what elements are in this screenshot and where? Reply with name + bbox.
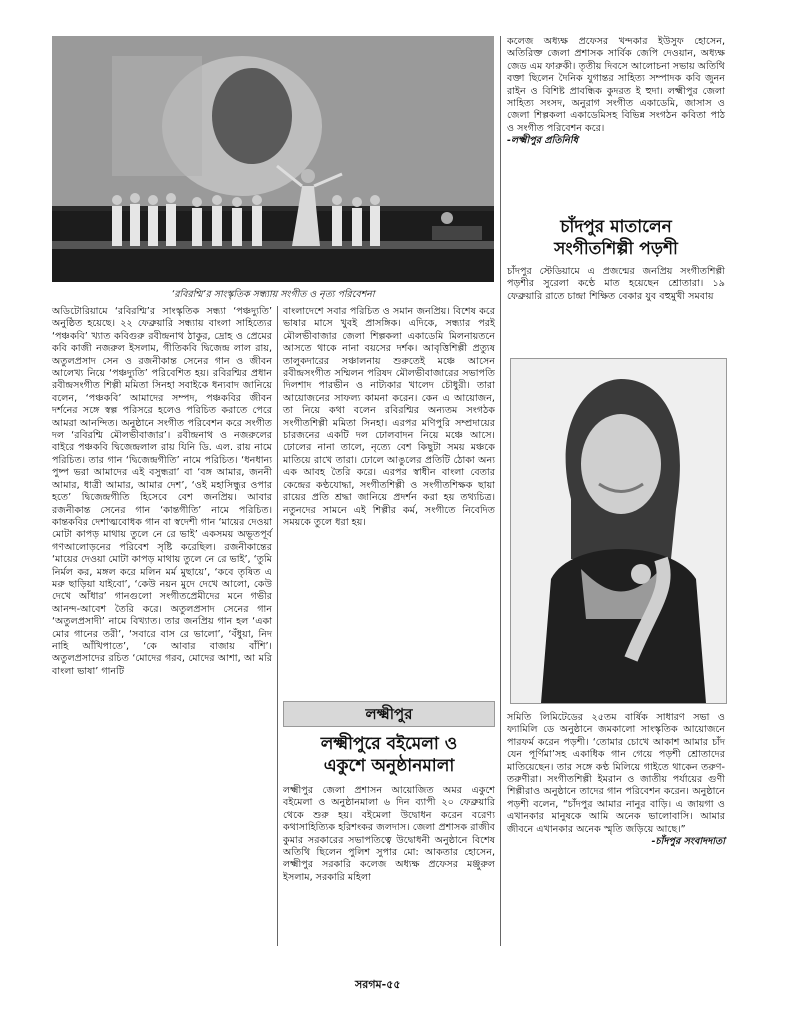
byline-lakshmipur: -লক্ষ্মীপুর প্রতিনিধি <box>507 135 579 147</box>
column-right-text-2 <box>507 266 725 330</box>
headline-chandpur <box>507 216 725 260</box>
article-paragraph: কলেজ অধ্যক্ষ প্রফেসর খন্দকার ইউসুফ হোসেন, অতিরিক্ত জেলা প্রশাসক সার্বিক জেপি দেওয়ান, অধ্যক্ষ জেড এম ফারুকী। তৃতীয় দিবসে আলোচনা সভায় অতিথি বক্তা ছিলেন দৈনিক যুগান্তর সাহিত্য সম্পাদক কবি জুনন রাইন ও বিশিষ্ট প্রাবন্ধিক কুদরত ই হুদা। লক্ষ্মীপুর জেলা সাহিত্য সংসদ, অনুরাগ সংগীত একাডেমি, জাসাস ও জেলা শিল্পকলা একাডেমিসহ বিভিন্ন সংগঠন কবিতা পাঠ ও সংগীত পরিবেশন করে। <box>507 36 725 134</box>
headline-line: লক্ষ্মীপুরে বইমেলা ও <box>320 734 458 754</box>
column-middle-text <box>283 306 495 686</box>
headline-line: একুশে অনুষ্ঠানমালা <box>323 756 455 776</box>
portrait-illustration <box>511 359 726 703</box>
headline-line: সংগীতশিল্পী পড়শী <box>554 239 678 259</box>
section-label-lakshmipur: লক্ষ্মীপুর <box>283 701 495 727</box>
article-paragraph: অডিটোরিয়ামে ‘রবিরশ্মি’র সাংস্কৃতিক সন্ধ্যা ‘পঞ্চদ্যুতি’ অনুষ্ঠিত হয়েছে। ২২ ফেব্রুয়ারি সন্ধ্যায় বাংলা সাহিত্যের ‘পঞ্চকবি’ খ্যাত কবিগুরু রবীন্দ্রনাথ ঠাকুর, দ্রোহ ও প্রেমের কবি কাজী নজরুল ইসলাম, গীতিকবি দ্বিজেন্দ্র লাল রায়, অতুলপ্রসাদ সেন ও রজনীকান্ত সেনের গান ও জীবন আলেখ্য নিয়ে ‘পঞ্চদ্যুতি’ পরিবেশিত হয়। রবিরশ্মির প্রধান রবীন্দ্রসংগীত শিল্পী মমিতা সিনহা সবাইকে ধন্যবাদ জানিয়ে বলেন, ‘পঞ্চকবি’ আমাদের সম্পদ, পঞ্চকবির জীবন দর্শনের সঙ্গে স্বল্প পরিসরে হলেও পরিচিত করাতে পেরে আমরা আনন্দিত। অনুষ্ঠানে সংগীত পরিবেশন করে সংগীত দল ‘রবিরশ্মি মৌলভীবাজার’। রবীন্দ্রনাথ ও নজরুলের বাইরে পঞ্চকবি দ্বিজেন্দ্রলাল রায় যিনি ডি. এল. রায় নামে পরিচিত। তার গান ‘দ্বিজেন্দ্রগীতি’ নামে পরিচিত। ‘ধনধান্য পুষ্প ভরা আমাদের এই বসুন্ধরা’ বা ‘বঙ্গ আমার, জননী আমার, ধাত্রী আমার, আমার দেশ’, ‘ওই মহাসিন্ধুর ওপার হতে’ দ্বিজেন্দ্রগীতি হিসেবে বেশ জনপ্রিয়। আবার রজনীকান্ত সেনের গান ‘কান্তগীতি’ নামে পরিচিত। কান্তকবির দেশাত্মবোধক গান বা স্বদেশী গান ‘মায়ের দেওয়া মোটা কাপড় মাথায় তুলে নে রে ভাই’ একসময় অভূতপূর্ব গণআলোড়নের পরিবেশ সৃষ্টি করেছিল। রজনীকান্তের ‘মায়ের দেওয়া মোটা কাপড় মাথায় তুলে নে রে ভাই’, ‘তুমি নির্মল কর, মঙ্গল করে মলিন মর্ম মুছায়ে’, ‘কবে তৃষিত এ মরু ছাড়িয়া যাইবো’, ‘কেউ নয়ন মুদে দেখে আলো, কেউ দেখে আঁধার’ গানগুলো সংগীতপ্রেমীদের মনে গভীর আনন্দ-আবেশ তৈরি করে। অতুলপ্রসাদ সেনের গান ‘অতুলপ্রসাদী’ নামে বিখ্যাত। তার জনপ্রিয় গান হল ‘একা মোর গানের তরী’, ‘সবারে বাস রে ভালো’, ‘বঁধুয়া, নিদ নাহি আঁখিপাতে’, ‘কে আবার বাজায় বাঁশি’। অতুলপ্রসাদের রচিত ‘মোদের গরব, মোদের আশা, আ মরি বাংলা ভাষা’ গানটি <box>52 306 272 677</box>
byline-chandpur: -চাঁদপুর সংবাদদাতা <box>651 836 725 848</box>
column-right-text-1 <box>507 36 725 198</box>
page-number: সরগম-৫৫ <box>355 978 401 991</box>
article-paragraph: চাঁদপুর স্টেডিয়ামে এ প্রজন্মের জনপ্রিয় সংগীতশিল্পী পড়শীর সুরেলা কণ্ঠে মাত হয়েছেন শ্রোতারা। ১৯ ফেব্রুয়ারি রাতে চান্দ্রা শিক্ষিত বেকার যুব বহুমুখী সমবায় <box>507 266 725 302</box>
singer-portrait-photo <box>510 358 727 704</box>
column-divider <box>277 306 278 946</box>
column-right-text-3 <box>507 712 725 942</box>
column-divider <box>500 36 501 946</box>
article-paragraph: লক্ষ্মীপুর জেলা প্রশাসন আয়োজিত অমর একুশে বইমেলা ও অনুষ্ঠানমালা ৬ দিন ব্যাপী ২০ ফেব্রুয়ারি থেকে শুরু হয়। বইমেলা উদ্বোধন করেন বরেণ্য কথাসাহিত্যিক হরিশংকর জলদাস। জেলা প্রশাসক রাজীব কুমার সরকারের সভাপতিত্বে উদ্বোধনী অনুষ্ঠানে বিশেষ অতিথি ছিলেন পুলিশ সুপার মো: আকতার হোসেন, লক্ষ্মীপুর সরকারি কলেজ অধ্যক্ষ প্রফেসর মঞ্জুরুল ইসলাম, সরকারি মহিলা <box>283 785 495 883</box>
stage-photo-illustration <box>52 36 494 282</box>
article-paragraph: সমিতি লিমিটেডের ২৫তম বার্ষিক সাধারণ সভা ও ফ্যামিলি ডে অনুষ্ঠানে জমকালো সাংস্কৃতিক আয়োজনে পারফর্ম করেন পড়শী। ‘তোমার চোখে আকাশ আমার চাঁদ যেন পূর্ণিমা’সহ একাধিক গান গেয়ে পড়শী শ্রোতাদের মাতিয়েছেন। তার সঙ্গে কণ্ঠ মিলিয়ে গাইতে থাকেন তরুণ-তরুণীরা। সংগীতশিল্পী ইমরান ও জাতীয় পর্যায়ের গুণী শিল্পীরাও অনুষ্ঠানে তাদের গান পরিবেশন করেন। অনুষ্ঠানে পড়শী বলেন, “চাঁদপুর আমার নানুর বাড়ি। এ জায়গা ও এখানকার মানুষকে আমি অনেক ভালোবাসি। আমার জীবনে এখানকার অনেক স্মৃতি জড়িয়ে আছে।” <box>507 712 725 835</box>
stage-photo <box>52 36 494 282</box>
lakshmipur-story-text <box>283 785 495 945</box>
headline-line: চাঁদপুর মাতালেন <box>560 217 672 237</box>
headline-lakshmipur <box>283 733 495 777</box>
article-paragraph: বাংলাদেশে সবার পরিচিত ও সমান জনপ্রিয়। বিশেষ করে ভাষার মাসে খুবই প্রাসঙ্গিক। এদিকে, সন্ধ্যার পরই মৌলভীবাজার জেলা শিল্পকলা একাডেমি মিলনায়তনে আসতে থাকে নানা বয়সের দর্শক। আবৃত্তিশিল্পী প্রত্যুষ তালুকদারের সঞ্চালনায় শুরুতেই মঞ্চে আসেন রবীন্দ্রসংগীত সম্মিলন পরিষদ মৌলভীবাজারের সভাপতি দিলশাদ পারভীন ও নাট্যকার খালেদ চৌধুরী। তারা আয়োজনের সাফল্য কামনা করেন। কেন এ আয়োজন, তা নিয়ে কথা বলেন রবিরশ্মির অন্যতম সংগঠক সংগীতশিল্পী মমিতা সিনহা। এরপর মণিপুরি সম্প্রদায়ের চারজনের একটি দল ঢোলবাদন নিয়ে মঞ্চে আসে। ঢোলের নানা তালে, নৃত্যে বেশ কিছুটা সময় মঞ্চকে মাতিয়ে রাখে তারা। ঢোলে আঙুলের প্রতিটি ঠোকা অন্য এক আবহ তৈরি করে। এরপর স্বাধীন বাংলা বেতার কেন্দ্রের কণ্ঠযোদ্ধা, সংগীতশিল্পী ও সংগীতশিক্ষক ছায়া রায়ের প্রতি শ্রদ্ধা জানিয়ে প্রদর্শন করা হয় তথ্যচিত্র। নতুনদের সামনে এই শিল্পীর কর্ম, সংগীতে নিবেদিত সময়কে তুলে ধরা হয়। <box>283 306 495 528</box>
column-left-text <box>52 306 272 944</box>
photo-caption: ‘রবিরশ্মি’র সাংস্কৃতিক সন্ধ্যায় সংগীত ও নৃত্য পরিবেশনা <box>171 289 375 300</box>
